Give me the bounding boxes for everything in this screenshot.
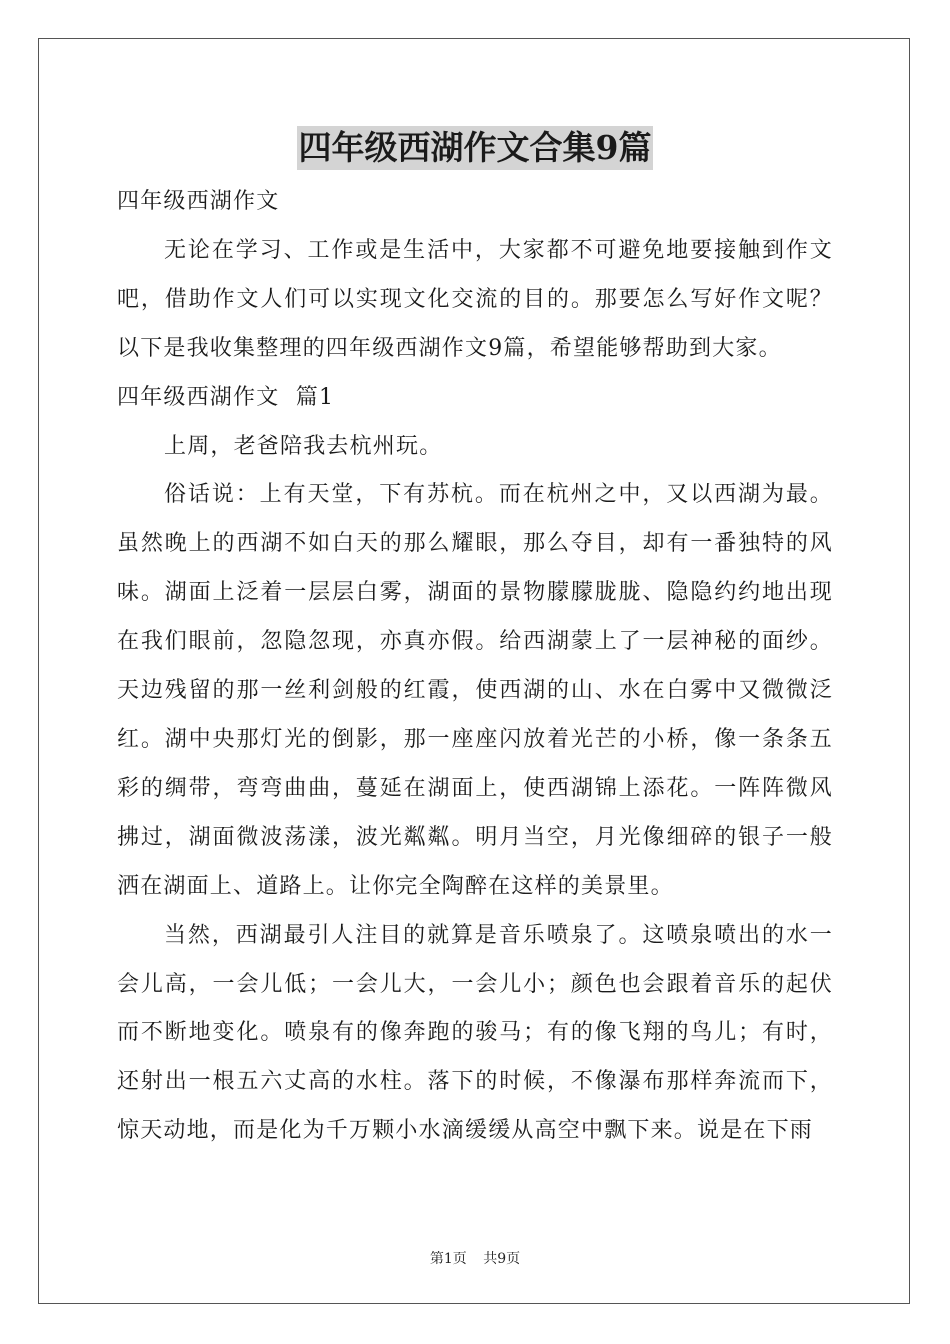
document-title: 四年级西湖作文合集9篇 [297,126,654,170]
section-heading: 四年级西湖作文 篇1 [117,384,335,410]
body-paragraph: 上周，老爸陪我去杭州玩。 [164,433,443,459]
body-paragraph: 俗话说：上有天堂，下有苏杭。而在杭州之中，又以西湖为最。虽然晚上的西湖不如白天的那么耀眼，那么夺目，却有一番独特的风味。湖面上泛着一层层白雾，湖面的景物朦朦胧胧、隐隐约约地出现在我们眼前，忽隐忽现，亦真亦假。给西湖蒙上了一层神秘的面纱。天边残留的那一丝利剑般的红霞，使西湖的山、水在白雾中又微微泛红。湖中央那灯光的倒影，那一座座闪放着光芒的小桥，像一条条五彩的绸带，弯弯曲曲，蔓延在湖面上，使西湖锦上添花。一阵阵微风拂过，湖面微波荡漾，波光粼粼。明月当空，月光像细碎的银子一般洒在湖面上、道路上。让你完全陶醉在这样的美景里。 [117,482,833,899]
page-total: 共9页 [483,1251,521,1267]
document-body [117,178,833,1156]
body-paragraph: 当然，西湖最引人注目的就算是音乐喷泉了。这喷泉喷出的水一会儿高，一会儿低；一会儿大，一会儿小；颜色也会跟着音乐的起伏而不断地变化。喷泉有的像奔跑的骏马；有的像飞翔的鸟儿；有时，还射出一根五六丈高的水柱。落下的时候，不像瀑布那样奔流而下，惊天动地，而是化为千万颗小水滴缓缓从高空中飘下来。说是在下雨 [117,922,833,1144]
body-paragraph: 无论在学习、工作或是生活中，大家都不可避免地要接触到作文吧，借助作文人们可以实现文化交流的目的。那要怎么写好作文呢？以下是我收集整理的四年级西湖作文9篇，希望能够帮助到大家。 [117,237,833,361]
page-number: 第1页 [429,1251,467,1267]
section-heading: 四年级西湖作文 [117,189,280,214]
page-footer [0,1248,950,1268]
title-container [0,126,950,170]
